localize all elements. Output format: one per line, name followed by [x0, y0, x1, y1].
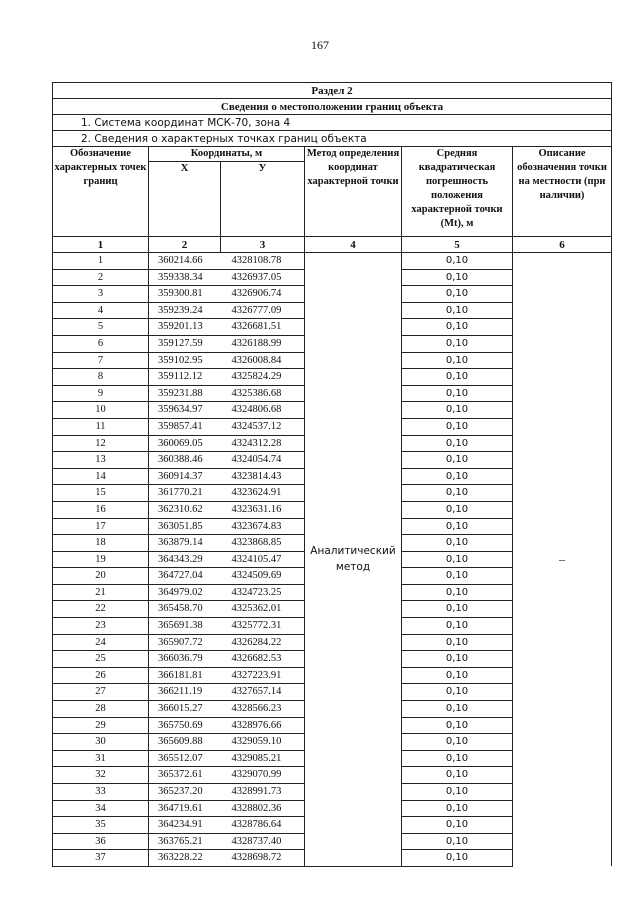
coord-y: 4328698.72 [221, 850, 305, 867]
coord-y: 4326777.09 [221, 302, 305, 319]
accuracy-value: 0,10 [402, 734, 513, 751]
coord-y: 4324312.28 [221, 435, 305, 452]
accuracy-value: 0,10 [402, 634, 513, 651]
coord-y: 4328786.64 [221, 817, 305, 834]
coord-x: 364719.61 [149, 800, 221, 817]
coord-y: 4323674.83 [221, 518, 305, 535]
column-number: 3 [221, 237, 305, 253]
coord-y: 4325824.29 [221, 369, 305, 386]
coord-y: 4329085.21 [221, 750, 305, 767]
coord-x: 359112.12 [149, 369, 221, 386]
accuracy-value: 0,10 [402, 717, 513, 734]
accuracy-value: 0,10 [402, 302, 513, 319]
coord-y: 4327657.14 [221, 684, 305, 701]
point-number: 22 [53, 601, 149, 618]
coord-x: 360069.05 [149, 435, 221, 452]
point-number: 16 [53, 501, 149, 518]
header-description: Описание обозначения точки на местности (при наличии) [513, 147, 612, 237]
accuracy-value: 0,10 [402, 369, 513, 386]
column-number: 2 [149, 237, 221, 253]
point-number: 24 [53, 634, 149, 651]
coord-x: 363051.85 [149, 518, 221, 535]
coord-y: 4328737.40 [221, 833, 305, 850]
header-coordinates: Координаты, м [149, 147, 305, 162]
accuracy-value: 0,10 [402, 253, 513, 270]
accuracy-value: 0,10 [402, 385, 513, 402]
coord-x: 365458.70 [149, 601, 221, 618]
coord-y: 4324509.69 [221, 568, 305, 585]
coord-x: 365237.20 [149, 784, 221, 801]
accuracy-value: 0,10 [402, 618, 513, 635]
coord-y: 4325386.68 [221, 385, 305, 402]
point-number: 36 [53, 833, 149, 850]
coord-y: 4324723.25 [221, 584, 305, 601]
point-number: 11 [53, 418, 149, 435]
boundary-points-table [52, 82, 612, 867]
accuracy-value: 0,10 [402, 833, 513, 850]
point-number: 20 [53, 568, 149, 585]
column-number: 5 [402, 237, 513, 253]
accuracy-value: 0,10 [402, 402, 513, 419]
point-number: 26 [53, 667, 149, 684]
point-number: 14 [53, 468, 149, 485]
coord-x: 359239.24 [149, 302, 221, 319]
accuracy-value: 0,10 [402, 518, 513, 535]
accuracy-value: 0,10 [402, 850, 513, 867]
coord-y: 4328802.36 [221, 800, 305, 817]
coord-x: 366015.27 [149, 701, 221, 718]
coord-x: 366211.19 [149, 684, 221, 701]
point-number: 2 [53, 269, 149, 286]
point-number: 31 [53, 750, 149, 767]
coord-y: 4329059.10 [221, 734, 305, 751]
coord-x: 363228.22 [149, 850, 221, 867]
coord-y: 4326681.51 [221, 319, 305, 336]
coord-x: 361770.21 [149, 485, 221, 502]
header-method: Метод определения координат характерной точки [305, 147, 402, 237]
point-number: 10 [53, 402, 149, 419]
coord-x: 362310.62 [149, 501, 221, 518]
point-number: 25 [53, 651, 149, 668]
point-number: 12 [53, 435, 149, 452]
coord-x: 364234.91 [149, 817, 221, 834]
accuracy-value: 0,10 [402, 817, 513, 834]
header-point-designation: Обозначение характерных точек границ [53, 147, 149, 237]
accuracy-value: 0,10 [402, 418, 513, 435]
header-accuracy: Средняя квадратическая погрешность положения характерной точки (Mt), м [402, 147, 513, 237]
accuracy-value: 0,10 [402, 750, 513, 767]
point-number: 33 [53, 784, 149, 801]
coord-y: 4326682.53 [221, 651, 305, 668]
coord-y: 4328566.23 [221, 701, 305, 718]
accuracy-value: 0,10 [402, 468, 513, 485]
table-row [53, 253, 612, 270]
accuracy-value: 0,10 [402, 286, 513, 303]
coord-x: 359102.95 [149, 352, 221, 369]
accuracy-value: 0,10 [402, 568, 513, 585]
point-number: 15 [53, 485, 149, 502]
coord-y: 4329070.99 [221, 767, 305, 784]
accuracy-value: 0,10 [402, 800, 513, 817]
coord-x: 359857.41 [149, 418, 221, 435]
page-number: 167 [311, 38, 329, 52]
description-cell: – [513, 253, 612, 867]
coord-x: 365691.38 [149, 618, 221, 635]
coord-x: 360388.46 [149, 452, 221, 469]
coord-y: 4328976.66 [221, 717, 305, 734]
accuracy-value: 0,10 [402, 452, 513, 469]
accuracy-value: 0,10 [402, 784, 513, 801]
point-number: 4 [53, 302, 149, 319]
points-info-line: 2. Сведения о характерных точках границ объекта [53, 131, 612, 147]
coord-y: 4326937.05 [221, 269, 305, 286]
coord-y: 4325362.01 [221, 601, 305, 618]
coord-x: 365512.07 [149, 750, 221, 767]
point-number: 35 [53, 817, 149, 834]
column-number: 6 [513, 237, 612, 253]
accuracy-value: 0,10 [402, 551, 513, 568]
column-number: 4 [305, 237, 402, 253]
coord-x: 359338.34 [149, 269, 221, 286]
coord-y: 4324537.12 [221, 418, 305, 435]
point-number: 8 [53, 369, 149, 386]
accuracy-value: 0,10 [402, 319, 513, 336]
accuracy-value: 0,10 [402, 684, 513, 701]
coord-y: 4323814.43 [221, 468, 305, 485]
coord-y: 4324105.47 [221, 551, 305, 568]
coord-x: 363879.14 [149, 535, 221, 552]
section-subtitle: Сведения о местоположении границ объекта [53, 99, 612, 115]
accuracy-value: 0,10 [402, 269, 513, 286]
point-number: 5 [53, 319, 149, 336]
accuracy-value: 0,10 [402, 767, 513, 784]
coord-y: 4327223.91 [221, 667, 305, 684]
coord-system-line: 1. Система координат МСК-70, зона 4 [53, 115, 612, 131]
accuracy-value: 0,10 [402, 535, 513, 552]
point-number: 1 [53, 253, 149, 270]
coord-x: 359127.59 [149, 335, 221, 352]
coord-x: 359300.81 [149, 286, 221, 303]
coord-y: 4328991.73 [221, 784, 305, 801]
coord-x: 366181.81 [149, 667, 221, 684]
coord-x: 359634.97 [149, 402, 221, 419]
point-number: 27 [53, 684, 149, 701]
section-title: Раздел 2 [53, 83, 612, 99]
coord-y: 4325772.31 [221, 618, 305, 635]
accuracy-value: 0,10 [402, 701, 513, 718]
coord-x: 364727.04 [149, 568, 221, 585]
coord-y: 4328108.78 [221, 253, 305, 270]
coord-x: 365750.69 [149, 717, 221, 734]
coord-x: 365372.61 [149, 767, 221, 784]
coord-x: 365907.72 [149, 634, 221, 651]
accuracy-value: 0,10 [402, 651, 513, 668]
coord-y: 4326188.99 [221, 335, 305, 352]
method-cell: Аналитический метод [305, 253, 402, 867]
coord-x: 359201.13 [149, 319, 221, 336]
coord-x: 364979.02 [149, 584, 221, 601]
coord-x: 364343.29 [149, 551, 221, 568]
point-number: 18 [53, 535, 149, 552]
accuracy-value: 0,10 [402, 485, 513, 502]
point-number: 13 [53, 452, 149, 469]
coord-x: 363765.21 [149, 833, 221, 850]
coord-y: 4323868.85 [221, 535, 305, 552]
coord-x: 360214.66 [149, 253, 221, 270]
coord-y: 4326906.74 [221, 286, 305, 303]
point-number: 32 [53, 767, 149, 784]
accuracy-value: 0,10 [402, 501, 513, 518]
coord-y: 4326284.22 [221, 634, 305, 651]
point-number: 19 [53, 551, 149, 568]
coord-x: 360914.37 [149, 468, 221, 485]
accuracy-value: 0,10 [402, 352, 513, 369]
coord-y: 4324054.74 [221, 452, 305, 469]
header-x: Х [149, 162, 221, 237]
header-y: У [221, 162, 305, 237]
point-number: 3 [53, 286, 149, 303]
column-number: 1 [53, 237, 149, 253]
coord-y: 4323624.91 [221, 485, 305, 502]
coord-y: 4324806.68 [221, 402, 305, 419]
accuracy-value: 0,10 [402, 601, 513, 618]
accuracy-value: 0,10 [402, 584, 513, 601]
point-number: 21 [53, 584, 149, 601]
point-number: 28 [53, 701, 149, 718]
accuracy-value: 0,10 [402, 335, 513, 352]
coord-y: 4326008.84 [221, 352, 305, 369]
point-number: 9 [53, 385, 149, 402]
coord-x: 366036.79 [149, 651, 221, 668]
accuracy-value: 0,10 [402, 435, 513, 452]
coord-x: 365609.88 [149, 734, 221, 751]
point-number: 30 [53, 734, 149, 751]
point-number: 29 [53, 717, 149, 734]
point-number: 6 [53, 335, 149, 352]
accuracy-value: 0,10 [402, 667, 513, 684]
coord-x: 359231.88 [149, 385, 221, 402]
coord-y: 4323631.16 [221, 501, 305, 518]
point-number: 7 [53, 352, 149, 369]
point-number: 34 [53, 800, 149, 817]
point-number: 17 [53, 518, 149, 535]
point-number: 37 [53, 850, 149, 867]
point-number: 23 [53, 618, 149, 635]
